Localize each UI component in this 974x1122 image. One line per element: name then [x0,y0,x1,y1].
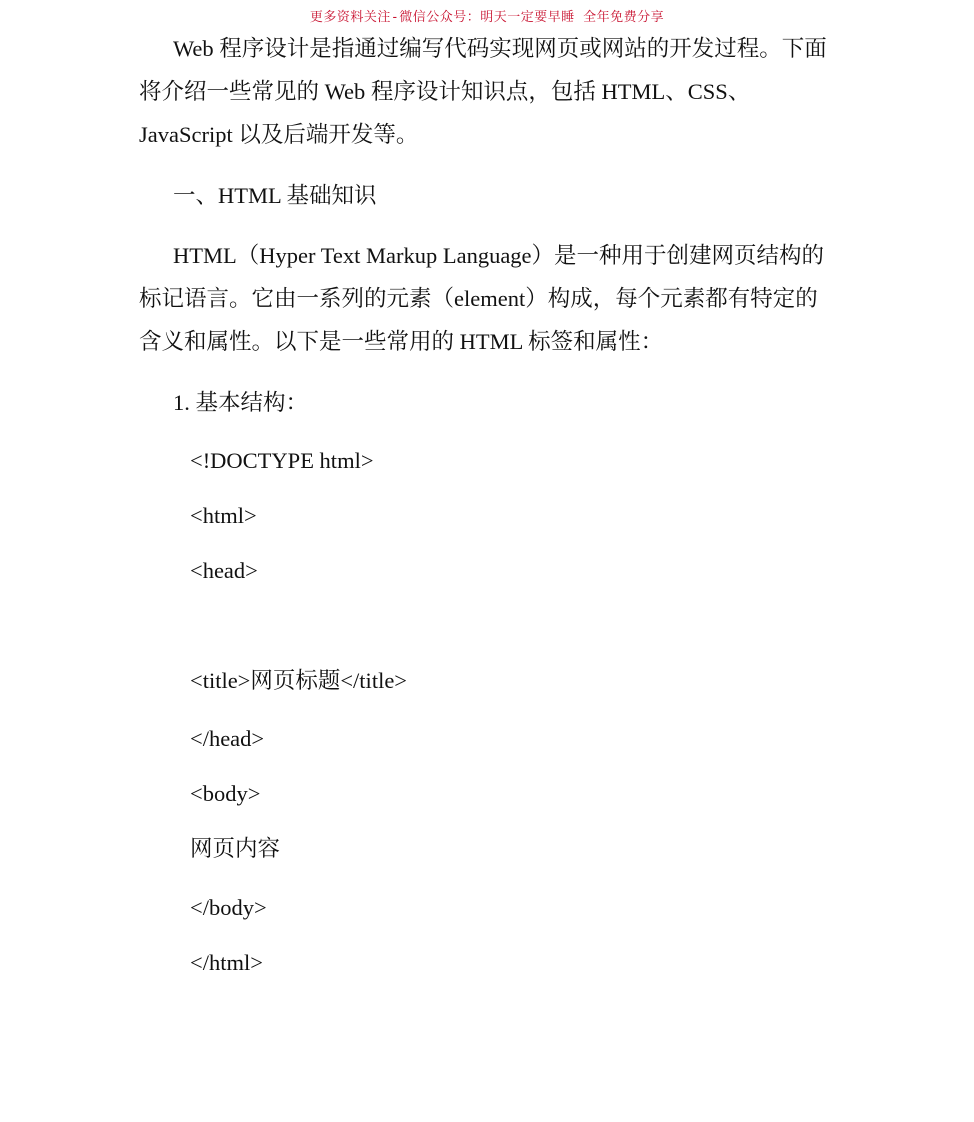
code-line: <body> [190,781,261,806]
code-line: </body> [190,895,267,920]
code-line: <!DOCTYPE html> [190,448,374,473]
watermark-header: 更多资料关注-微信公众号：明天一定要早睡 全年免费分享 [309,10,665,25]
code-line: <html> [190,503,257,528]
code-line: <title>网页标题</title> [190,668,407,693]
code-line: <head> [190,558,258,583]
intro-paragraph: Web 程序设计是指通过编写代码实现网页或网站的开发过程。下面将介绍一些常见的 Web 程序设计知识点，包括 HTML、CSS、JavaScript 以及后端开发等。 [139,36,827,147]
code-line: </html> [190,950,263,975]
code-line: 网页内容 [190,836,281,861]
subheading: 1. 基本结构： [173,390,309,415]
html-paragraph: HTML（Hyper Text Markup Language）是一种用于创建网页结构的标记语言。它由一系列的元素（element）构成，每个元素都有特定的含义和属性。以下是一些常用的 HTML 标签和属性： [139,243,825,354]
section-heading: 一、HTML 基础知识 [173,183,377,208]
code-line: </head> [190,726,265,751]
